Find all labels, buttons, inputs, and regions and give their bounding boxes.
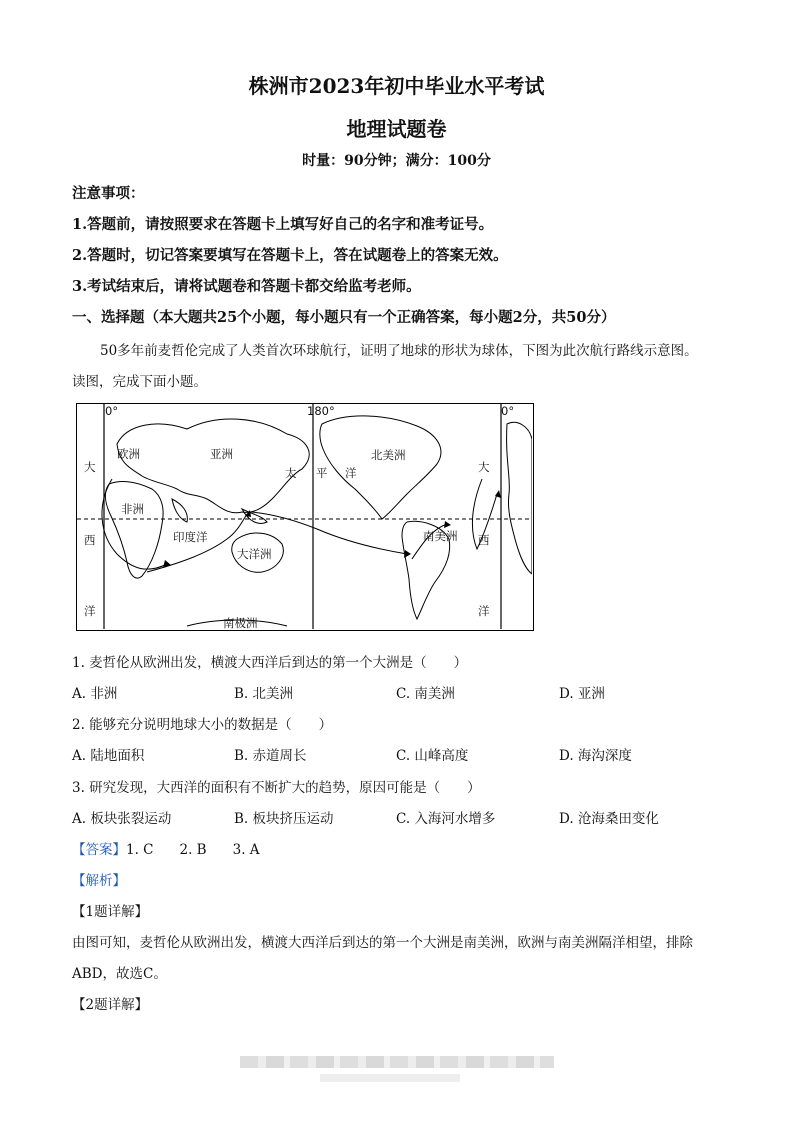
map-label-north-america: 北美洲: [371, 448, 406, 462]
route-segment-atlantic-left: [102, 479, 167, 569]
exam-subtitle: 地理试题卷: [346, 117, 447, 141]
question-3-option-d: D. 沧海桑田变化: [559, 811, 659, 827]
intro-line-2: 读图，完成下面小题。: [72, 374, 207, 390]
map-label-pacific-3: 洋: [345, 466, 357, 480]
map-label-atl-left-1: 大: [84, 460, 96, 474]
arrowhead-3: [404, 550, 411, 558]
question-2-stem: 2. 能够充分说明地球大小的数据是（ ）: [72, 717, 333, 733]
map-label-africa: 非洲: [121, 502, 144, 516]
notice-item-1: 1.答题前，请按照要求在答题卡上填写好自己的名字和准考证号。: [72, 216, 494, 233]
answer-tag: 【答案】: [72, 842, 126, 858]
footer-blurred-text-2: [320, 1074, 460, 1082]
map-label-europe: 欧洲: [117, 447, 140, 461]
map-label-pacific-1: 太: [285, 466, 297, 480]
arrowhead-1: [163, 560, 171, 568]
map-label-pacific-2: 平: [316, 466, 328, 480]
notice-heading: 注意事项：: [72, 185, 145, 202]
voyage-route: [102, 479, 497, 572]
africa-right-outline: [507, 422, 532, 574]
voyage-map-drawing: [77, 404, 532, 629]
question-3-option-b: B. 板块挤压运动: [234, 811, 334, 827]
answer-item-2: 2. B: [179, 842, 207, 858]
map-label-atl-right-3: 洋: [478, 604, 490, 618]
voyage-map: [76, 403, 534, 631]
map-label-lon180: 180°: [307, 404, 335, 418]
question-1-option-c: C. 南美洲: [396, 686, 455, 702]
map-label-lon0-right: 0°: [501, 404, 515, 418]
arrowhead-4: [444, 521, 451, 528]
map-label-oceania: 大洋洲: [237, 547, 272, 561]
analysis-q1-heading: 【1题详解】: [72, 904, 149, 920]
question-1-option-a: A. 非洲: [72, 686, 118, 702]
question-3-option-a: A. 板块张裂运动: [72, 811, 172, 827]
route-segment-pacific: [252, 512, 407, 554]
map-label-atl-right-2: 西: [478, 533, 490, 547]
question-3-option-c: C. 入海河水增多: [396, 811, 496, 827]
intro-line-1: 50多年前麦哲伦完成了人类首次环球航行，证明了地球的形状为球体，下图为此次航行路线示意图。: [100, 343, 698, 359]
continent-outlines: [105, 416, 532, 626]
question-1-stem: 1. 麦哲伦从欧洲出发，横渡大西洋后到达的第一个大洲是（ ）: [72, 655, 468, 671]
answer-item-3: 3. A: [232, 842, 260, 858]
africa-outline: [105, 482, 163, 579]
map-label-south-america: 南美洲: [423, 529, 458, 543]
question-1-option-d: D. 亚洲: [559, 686, 605, 702]
analysis-tag: 【解析】: [72, 873, 126, 889]
question-1-option-b: B. 北美洲: [234, 686, 294, 702]
footer-blurred-text: [240, 1056, 554, 1068]
eurasia-outline: [117, 419, 309, 513]
map-label-atl-left-3: 洋: [84, 604, 96, 618]
question-2-option-d: D. 海沟深度: [559, 748, 632, 764]
map-label-lon0-left: 0°: [105, 404, 119, 418]
exam-title: 株洲市2023年初中毕业水平考试: [248, 74, 545, 98]
question-2-option-b: B. 赤道周长: [234, 748, 307, 764]
question-3-stem: 3. 研究发现，大西洋的面积有不断扩大的趋势，原因可能是（ ）: [72, 780, 481, 796]
map-label-antarctica: 南极洲: [223, 616, 258, 630]
answer-item-1: 1. C: [126, 842, 154, 858]
map-label-indian-ocean: 印度洋: [173, 530, 208, 544]
exam-time-score: 时量：90分钟；满分：100分: [302, 153, 491, 169]
notice-item-3: 3.考试结束后，请将试题卷和答题卡都交给监考老师。: [72, 278, 421, 295]
map-label-atl-right-1: 大: [478, 460, 490, 474]
analysis-q1-line-1: 由图可知，麦哲伦从欧洲出发，横渡大西洋后到达的第一个大洲是南美洲，欧洲与南美洲隔洋相望，排除: [72, 935, 693, 951]
question-2-option-a: A. 陆地面积: [72, 748, 145, 764]
analysis-q2-heading: 【2题详解】: [72, 997, 149, 1013]
north-america-outline: [320, 416, 441, 519]
notice-item-2: 2.答题时，切记答案要填写在答题卡上，答在试题卷上的答案无效。: [72, 247, 508, 264]
analysis-q1-line-2: ABD，故选C。: [72, 966, 167, 982]
section-heading: 一、选择题（本大题共25个小题，每小题只有一个正确答案，每小题2分，共50分）: [72, 309, 616, 326]
answer-line: [72, 838, 260, 858]
map-label-asia: 亚洲: [210, 447, 233, 461]
question-2-option-c: C. 山峰高度: [396, 748, 469, 764]
map-label-atl-left-2: 西: [84, 533, 96, 547]
